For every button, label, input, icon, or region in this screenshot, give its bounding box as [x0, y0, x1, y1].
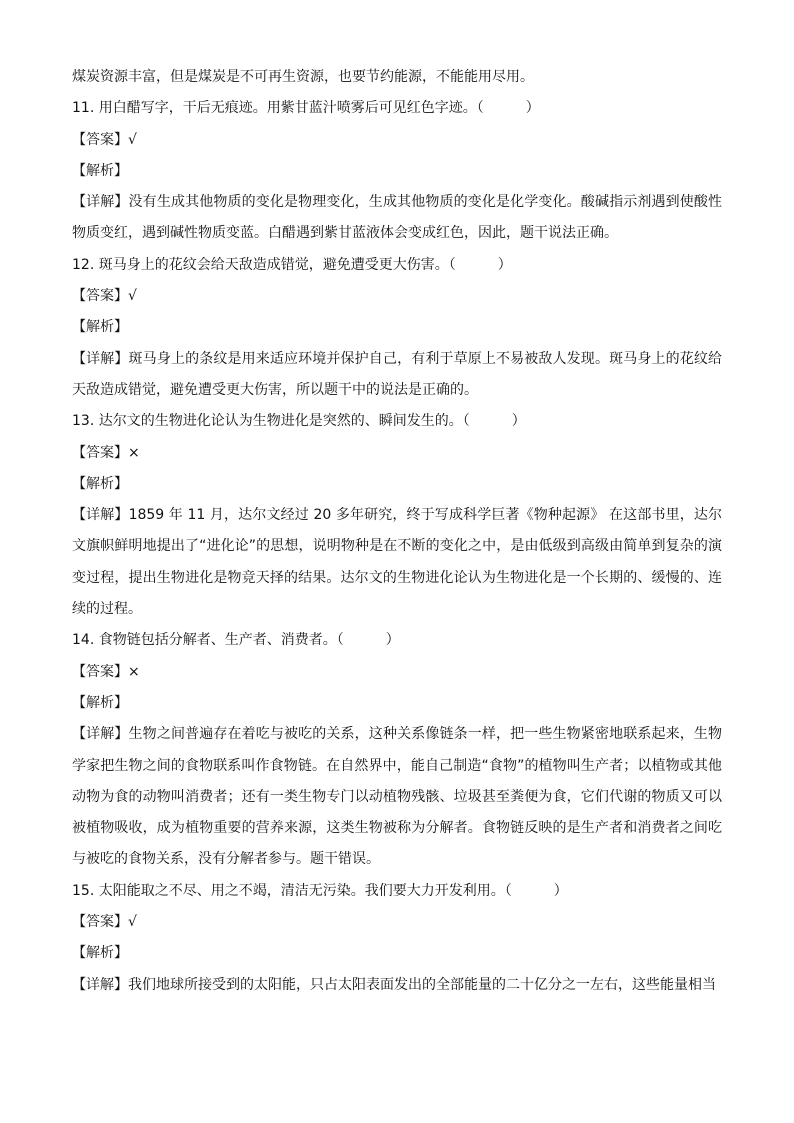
answer-line — [72, 281, 722, 312]
answer-mark: √ — [128, 131, 137, 148]
answer-mark: √ — [128, 914, 137, 931]
question-11 — [72, 93, 722, 249]
answer-tag: 【答案】 — [72, 663, 128, 680]
question-stem: 14. 食物链包括分解者、生产者、消费者。（ ） — [72, 632, 400, 649]
answer-line — [72, 657, 722, 688]
analysis-tag: 【解析】 — [72, 945, 128, 962]
detail-paragraph — [72, 970, 722, 1001]
analysis-tag: 【解析】 — [72, 475, 128, 492]
answer-line — [72, 438, 722, 469]
analysis-tag: 【解析】 — [72, 694, 128, 711]
question-13 — [72, 406, 722, 625]
answer-tag: 【答案】 — [72, 914, 128, 931]
detail-tag: 【详解】 — [72, 726, 129, 743]
document-page — [72, 62, 722, 1001]
detail-tag: 【详解】 — [72, 350, 129, 367]
answer-mark: √ — [128, 288, 137, 305]
answer-mark: × — [128, 444, 140, 461]
answer-mark: × — [128, 663, 140, 680]
question-stem: 15. 太阳能取之不尽、用之不竭，清洁无污染。我们要大力开发利用。（ ） — [72, 882, 568, 899]
question-stem: 11. 用白醋写字，干后无痕迹。用紫甘蓝汁喷雾后可见红色字迹。（ ） — [72, 100, 540, 117]
detail-paragraph — [72, 344, 722, 407]
detail-paragraph — [72, 719, 722, 875]
detail-tag: 【详解】 — [72, 194, 129, 211]
analysis-tag: 【解析】 — [72, 162, 128, 179]
detail-text: 我们地球所接受到的太阳能，只占太阳表面发出的全部能量的二十亿分之一左右，这些能量相当 — [128, 976, 716, 993]
question-stem: 12. 斑马身上的花纹会给天敌造成错觉，避免遭受更大伤害。（ ） — [72, 256, 512, 273]
detail-paragraph — [72, 500, 722, 625]
answer-line — [72, 907, 722, 938]
detail-text: 斑马身上的条纹是用来适应环境并保护自己，有利于草原上不易被敌人发现。斑马身上的花纹给天敌造成错觉，避免遭受更大伤害，所以题干中的说法是正确的。 — [72, 350, 723, 398]
detail-text: 生物之间普遍存在着吃与被吃的关系，这种关系像链条一样，把一些生物紧密地联系起来，生物学家把生物之间的食物联系叫作食物链。在自然界中，能自己制造“食物”的植物叫生产者；以植物或其他动物为食的动物叫消费者；还有一类生物专门以动植物残骸、垃圾甚至粪便为食，它们代谢的物质又可以被植物吸收，成为植物重要的营养来源，这类生物被称为分解者。食物链反映的是生产者和消费者之间吃与被吃的食物关系，没有分解者参与。题干错误。 — [72, 726, 723, 868]
answer-line — [72, 125, 722, 156]
question-14 — [72, 625, 722, 875]
answer-tag: 【答案】 — [72, 288, 128, 305]
intro-text: 煤炭资源丰富，但是煤炭是不可再生资源，也要节约能源，不能能用尽用。 — [72, 69, 534, 85]
detail-tag: 【详解】 — [72, 507, 129, 524]
question-15 — [72, 876, 722, 1001]
question-stem: 13. 达尔文的生物进化论认为生物进化是突然的、瞬间发生的。（ ） — [72, 413, 526, 430]
detail-paragraph — [72, 187, 722, 250]
question-12 — [72, 250, 722, 406]
answer-tag: 【答案】 — [72, 444, 128, 461]
analysis-tag: 【解析】 — [72, 319, 128, 336]
detail-tag: 【详解】 — [72, 976, 128, 993]
detail-text: 没有生成其他物质的变化是物理变化，生成其他物质的变化是化学变化。酸碱指示剂遇到使酸性物质变红，遇到碱性物质变蓝。白醋遇到紫甘蓝液体会变成红色，因此，题干说法正确。 — [72, 194, 723, 242]
answer-tag: 【答案】 — [72, 131, 128, 148]
detail-text: 1859 年 11 月，达尔文经过 20 多年研究，终于写成科学巨著《物种起源》 在这部书里，达尔文旗帜鲜明地提出了“进化论”的思想，说明物种是在不断的变化之中，是由低级到高级由简单到复杂的演变过程，提出生物进化是物竞天择的结果。达尔文的生物进化论认为生物进化是一个长期的、缓慢的、连续的过程。 — [72, 507, 723, 618]
